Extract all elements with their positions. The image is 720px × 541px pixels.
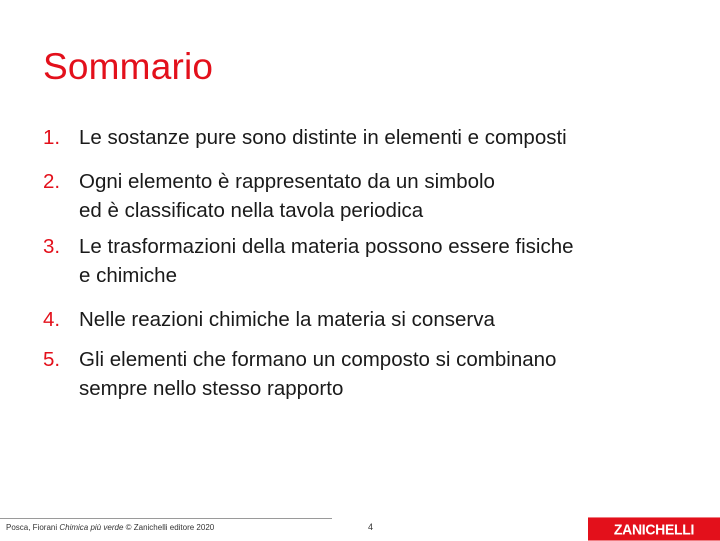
item-text [79,345,556,403]
item-line: e chimiche [79,264,177,287]
page-number: 4 [368,522,374,532]
summary-item-2 [43,167,683,225]
item-number: 2. [43,170,61,193]
summary-item-3 [43,232,683,290]
credit-publisher: © Zanichelli editore 2020 [123,523,215,532]
item-text [79,232,574,290]
zanichelli-logo: ZANICHELLI [588,517,720,540]
item-text [79,123,567,152]
slide-title: Sommario [43,46,214,87]
footer-divider [0,518,332,519]
item-text [79,305,495,334]
item-line: Gli elementi che formano un composto si combinano [79,348,557,371]
summary-item-4 [43,305,683,334]
item-number: 4. [43,308,61,331]
item-number: 1. [43,126,61,149]
item-line: Ogni elemento è rappresentato da un simbolo [79,170,495,193]
summary-item-1 [43,123,683,152]
item-line: Nelle reazioni chimiche la materia si conserva [79,308,495,331]
credit-authors: Posca, Fiorani [6,523,60,532]
summary-item-5 [43,345,683,403]
footer-credit [6,523,214,532]
item-number: 5. [43,348,61,371]
item-line: Le trasformazioni della materia possono essere fisiche [79,235,574,258]
item-line: sempre nello stesso rapporto [79,377,344,400]
item-text [79,167,495,225]
footer [0,518,720,540]
item-line: ed è classificato nella tavola periodica [79,199,424,222]
item-line: Le sostanze pure sono distinte in elementi e composti [79,126,567,149]
credit-book-title: Chimica più verde [59,523,124,532]
item-number: 3. [43,235,61,258]
